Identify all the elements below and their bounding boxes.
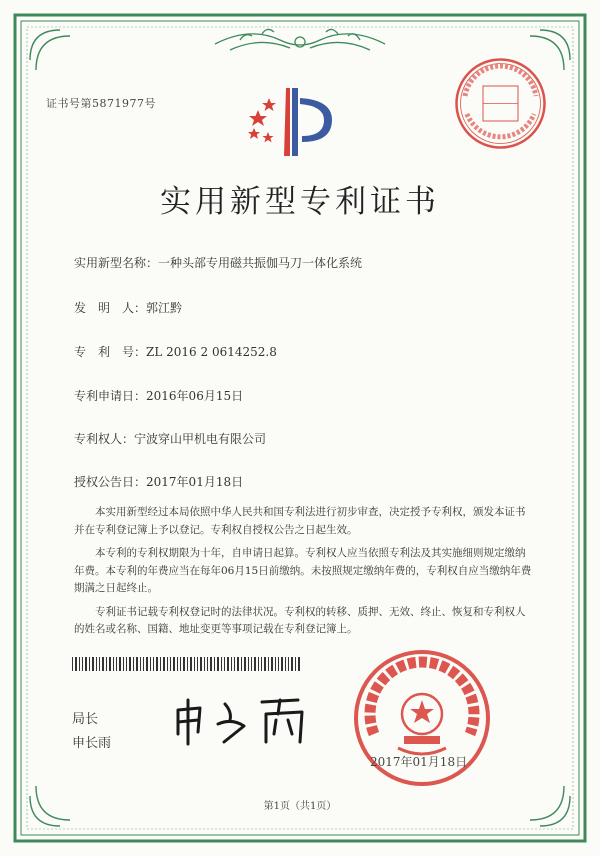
field-label: 专 利 号： — [74, 345, 147, 359]
field-label: 实用新型名称： — [74, 256, 159, 270]
field-grant-date — [74, 473, 243, 490]
field-filing-date — [74, 387, 243, 404]
field-value: 2017年01月18日 — [146, 475, 244, 489]
field-inventor — [74, 299, 182, 316]
field-label: 授权公告日： — [74, 475, 147, 489]
signature-icon — [170, 692, 320, 747]
field-label: 专利申请日： — [74, 389, 147, 403]
body-paragraph: 专利证书记载专利权登记时的法律状况。专利权的转移、质押、无效、终止、恢复和专利权人的姓名或名称、国籍、地址变更等事项记载在专利登记簿上。 — [74, 605, 526, 635]
field-patentee — [74, 430, 266, 447]
page-number: 第1页（共1页） — [263, 801, 337, 812]
field-patent-number — [74, 343, 277, 360]
barcode-icon — [72, 657, 302, 671]
field-value: 郭江黔 — [146, 301, 183, 315]
signatory-name: 申长雨 — [72, 736, 112, 751]
field-value: 2016年06月15日 — [146, 389, 244, 403]
seal-date: 2017年01月18日 — [370, 755, 468, 769]
body-paragraph: 本专利的专利权期限为十年，自申请日起算。专利权人应当依照专利法及其实施细则规定缴纳年费。本专利的年费应当在每年06月15日前缴纳。未按照规定缴纳年费的，专利权自应当缴纳年费期满之日起终止。 — [74, 547, 532, 594]
agency-seal-icon — [453, 56, 548, 151]
certificate-body — [74, 504, 534, 645]
field-value: 一种头部专用磁共振伽马刀一体化系统 — [158, 256, 363, 270]
sipo-logo-icon — [236, 80, 356, 160]
signatory-role: 局长 — [72, 712, 99, 727]
body-paragraph: 本实用新型经过本局依照中华人民共和国专利法进行初步审查，决定授予专利权，颁发本证书并在专利登记簿上予以登记。专利权自授权公告之日起生效。 — [74, 506, 526, 536]
field-label: 专利权人： — [74, 432, 135, 446]
field-value: ZL 2016 2 0614252.8 — [146, 345, 277, 359]
certificate-title: 实用新型专利证书 — [160, 184, 440, 220]
field-label: 发 明 人： — [74, 301, 147, 315]
field-value: 宁波穿山甲机电有限公司 — [134, 432, 267, 446]
field-utility-name — [74, 254, 362, 271]
certificate-number: 证书号第5871977号 — [46, 97, 156, 110]
